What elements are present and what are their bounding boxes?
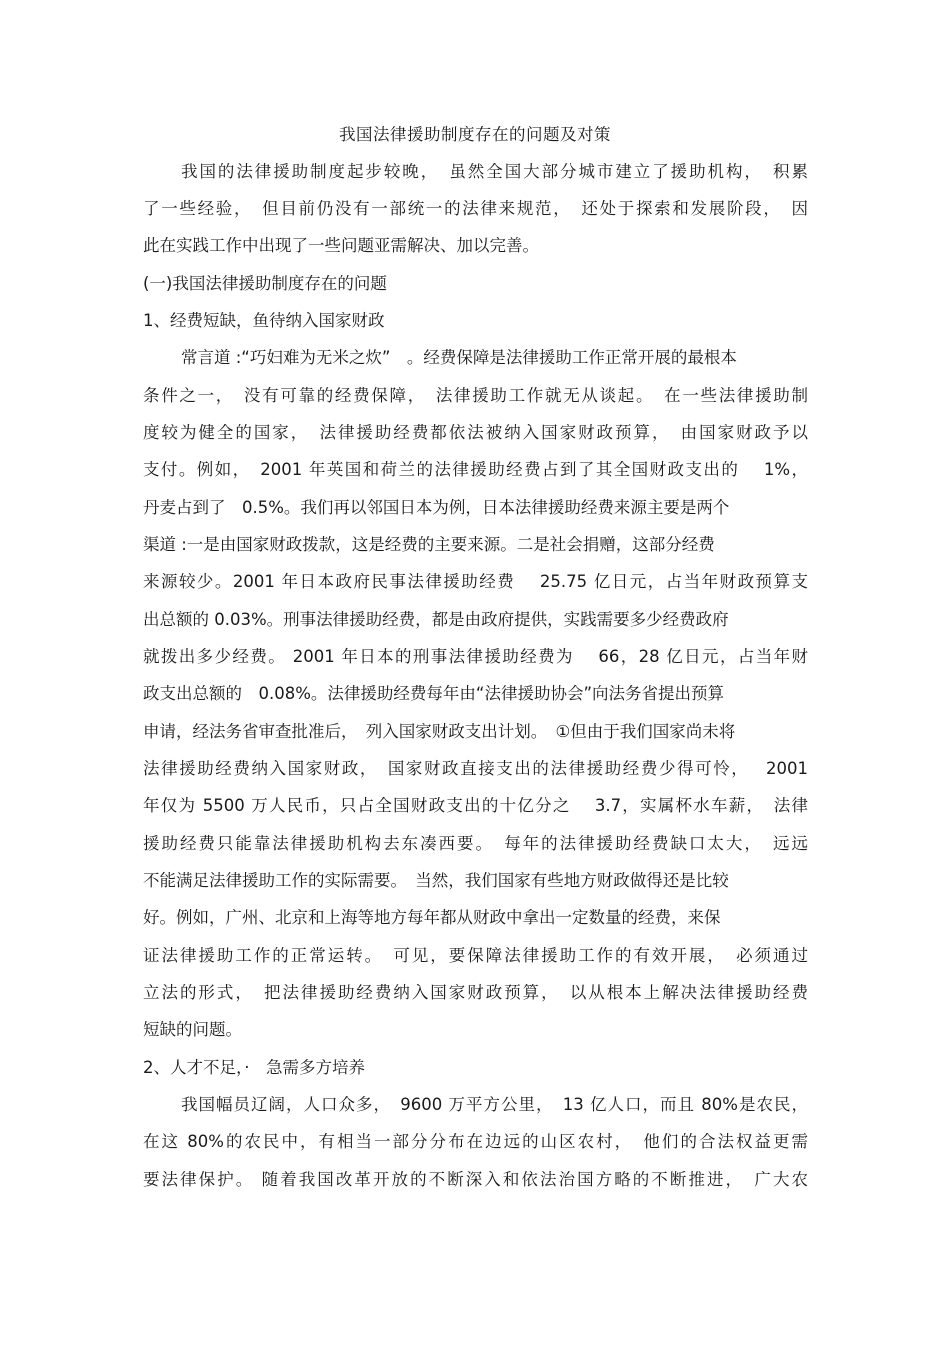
paragraph-line: 我国幅员辽阔，人口众多， 9600 万平方公里， 13 亿人口，而且 80%是农民， bbox=[181, 1095, 808, 1114]
paragraph-line: 度较为健全的国家， 法律援助经费都依法被纳入国家财政预算， 由国家财政予以 bbox=[143, 423, 808, 442]
paragraph-line: 了一些经验， 但目前仍没有一部统一的法律来规范， 还处于探索和发展阶段， 因 bbox=[143, 199, 808, 218]
paragraph-line: 条件之一， 没有可靠的经费保障， 法律援助工作就无从谈起。 在一些法律援助制 bbox=[143, 386, 808, 405]
paragraph-line: 在这 80%的农民中，有相当一部分分布在边远的山区农村， 他们的合法权益更需 bbox=[143, 1132, 808, 1151]
paragraph-line: 来源较少。2001 年日本政府民事法律援助经费 25.75 亿日元，占当年财政预算支 bbox=[143, 572, 808, 591]
paragraph-line: 就拨出多少经费。 2001 年日本的刑事法律援助经费为 66，28 亿日元，占当年财 bbox=[143, 647, 808, 666]
subsection-heading: 2、人才不足，· 急需多方培养 bbox=[143, 1058, 365, 1077]
paragraph-line: 支付。例如， 2001 年英国和荷兰的法律援助经费占到了其全国财政支出的 1%， bbox=[143, 460, 808, 479]
paragraph-line: 法律援助经费纳入国家财政， 国家财政直接支出的法律援助经费少得可怜， 2001 bbox=[143, 759, 808, 778]
subsection-heading: 1、经费短缺，鱼待纳入国家财政 bbox=[143, 311, 385, 330]
paragraph-line: 年仅为 5500 万人民币，只占全国财政支出的十亿分之 3.7，实属杯水车薪， 法律 bbox=[143, 796, 808, 815]
document-title: 我国法律援助制度存在的问题及对策 bbox=[339, 125, 611, 144]
paragraph-line: 立法的形式， 把法律援助经费纳入国家财政预算， 以从根本上解决法律援助经费 bbox=[143, 983, 808, 1002]
paragraph-line: 好。例如，广州、北京和上海等地方每年都从财政中拿出一定数量的经费，来保 bbox=[143, 908, 721, 927]
paragraph-line: 证法律援助工作的正常运转。 可见，要保障法律援助工作的有效开展， 必须通过 bbox=[143, 946, 808, 965]
paragraph-line: 此在实践工作中出现了一些问题亚需解决、加以完善。 bbox=[143, 236, 539, 255]
paragraph-line: 短缺的问题。 bbox=[143, 1020, 242, 1039]
section-heading: (一)我国法律援助制度存在的问题 bbox=[143, 274, 387, 293]
paragraph-line: 渠道 :一是由国家财政拨款，这是经费的主要来源。二是社会捐赠，这部分经费 bbox=[143, 535, 715, 554]
paragraph-line: 常言道 :“巧妇难为无米之炊” 。经费保障是法律援助工作正常开展的最根本 bbox=[181, 348, 737, 367]
paragraph-line: 不能满足法律援助工作的实际需要。 当然，我们国家有些地方财政做得还是比较 bbox=[143, 871, 729, 890]
paragraph-line: 援助经费只能靠法律援助机构去东凑西要。 每年的法律援助经费缺口太大， 远远 bbox=[143, 834, 808, 853]
paragraph-line: 我国的法律援助制度起步较晚， 虽然全国大部分城市建立了援助机构， 积累 bbox=[181, 162, 808, 181]
paragraph-line: 政支出总额的 0.08%。法律援助经费每年由“法律援助协会”向法务省提出预算 bbox=[143, 684, 725, 703]
paragraph-line: 出总额的 0.03%。刑事法律援助经费，都是由政府提供，实践需要多少经费政府 bbox=[143, 610, 729, 629]
paragraph-line: 申请，经法务省审查批准后， 列入国家财政支出计划。 ①但由于我们国家尚未将 bbox=[143, 722, 736, 741]
paragraph-line: 丹麦占到了 0.5%。我们再以邻国日本为例，日本法律援助经费来源主要是两个 bbox=[143, 498, 730, 517]
paragraph-line: 要法律保护。 随着我国改革开放的不断深入和依法治国方略的不断推进， 广大农 bbox=[143, 1170, 808, 1189]
